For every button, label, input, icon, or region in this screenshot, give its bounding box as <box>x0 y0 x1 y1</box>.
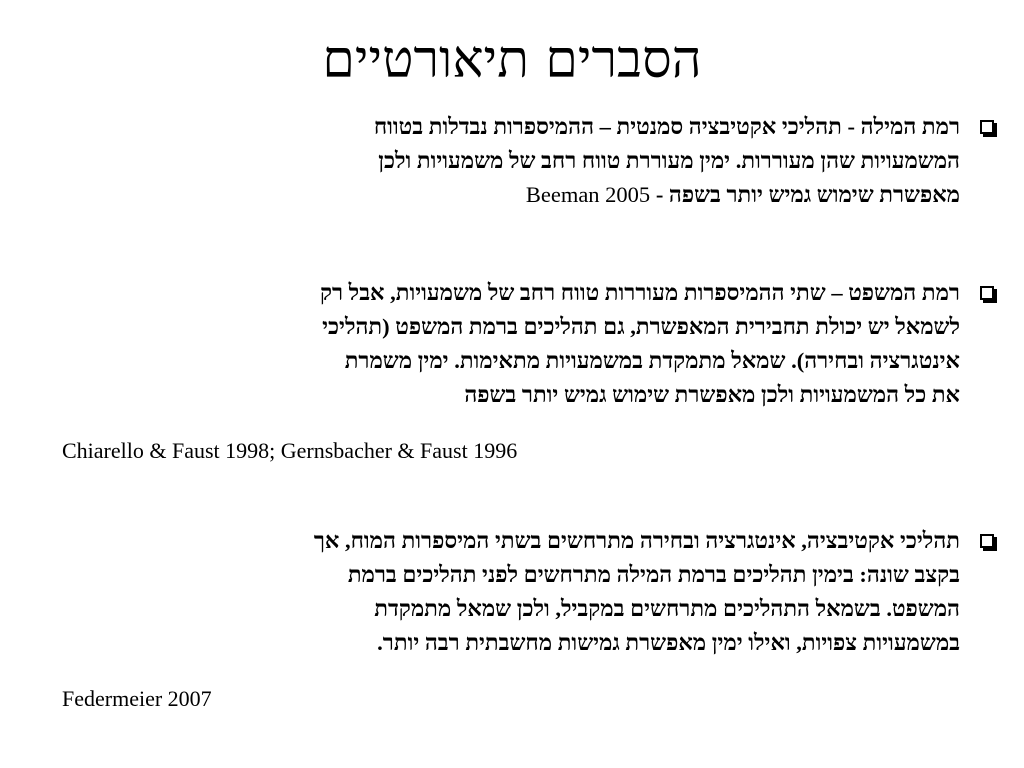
bullet-line <box>60 178 960 212</box>
slide-title: הסברים תיאורטיים <box>322 30 702 90</box>
bullet-line: בקצב שונה: בימין תהליכים ברמת המילה מתרחשים לפני תהליכים ברמת <box>347 562 960 587</box>
citation: Chiarello & Faust 1998; Gernsbacher & Faust 1996 <box>62 438 518 463</box>
bullet-processes <box>60 524 960 660</box>
citation: Federmeier 2007 <box>62 686 212 711</box>
bullet-sentence-level <box>60 276 960 412</box>
bullet-line: רמת המשפט – שתי ההמיספרות מעוררות טווח רחב של משמעויות, אבל רק <box>319 280 960 305</box>
bullet-text <box>60 276 960 412</box>
bullet-line-text: מאפשרת שימוש גמיש יותר בשפה - <box>650 182 960 207</box>
hollow-square-bullet-icon <box>980 534 994 548</box>
inline-citation: Beeman 2005 <box>525 182 651 207</box>
hollow-square-bullet-icon <box>980 286 994 300</box>
bullet-line: המשפט. בשמאל התהליכים מתרחשים במקביל, ולכן שמאל מתמקדת <box>374 596 960 621</box>
bullet-line: אינטגרציה ובחירה). שמאל מתמקדת במשמעויות מתאימות. ימין משמרת <box>344 348 960 373</box>
bullet-line: תהליכי אקטיבציה, אינטגרציה ובחירה מתרחשים בשתי המיספרות המוח, אך <box>313 528 960 553</box>
bullet-line: לשמאל יש יכולת תחבירית המאפשרת, גם תהליכים ברמת המשפט (תהליכי <box>322 314 960 339</box>
bullet-line: את כל המשמעויות ולכן מאפשרת שימוש גמיש יותר בשפה <box>464 382 960 407</box>
bullet-word-level <box>60 110 960 212</box>
bullet-line: רמת המילה - תהליכי אקטיבציה סמנטית – ההמיספרות נבדלות בטווח <box>373 114 960 139</box>
bullet-line: המשמעויות שהן מעוררות. ימין מעוררת טווח רחב של משמעויות ולכן <box>378 148 960 173</box>
bullet-text <box>60 524 960 660</box>
bullet-line: במשמעויות צפויות, ואילו ימין מאפשרת גמישות מחשבתית רבה יותר. <box>377 630 960 655</box>
bullet-text <box>60 110 960 212</box>
hollow-square-bullet-icon <box>980 120 994 134</box>
